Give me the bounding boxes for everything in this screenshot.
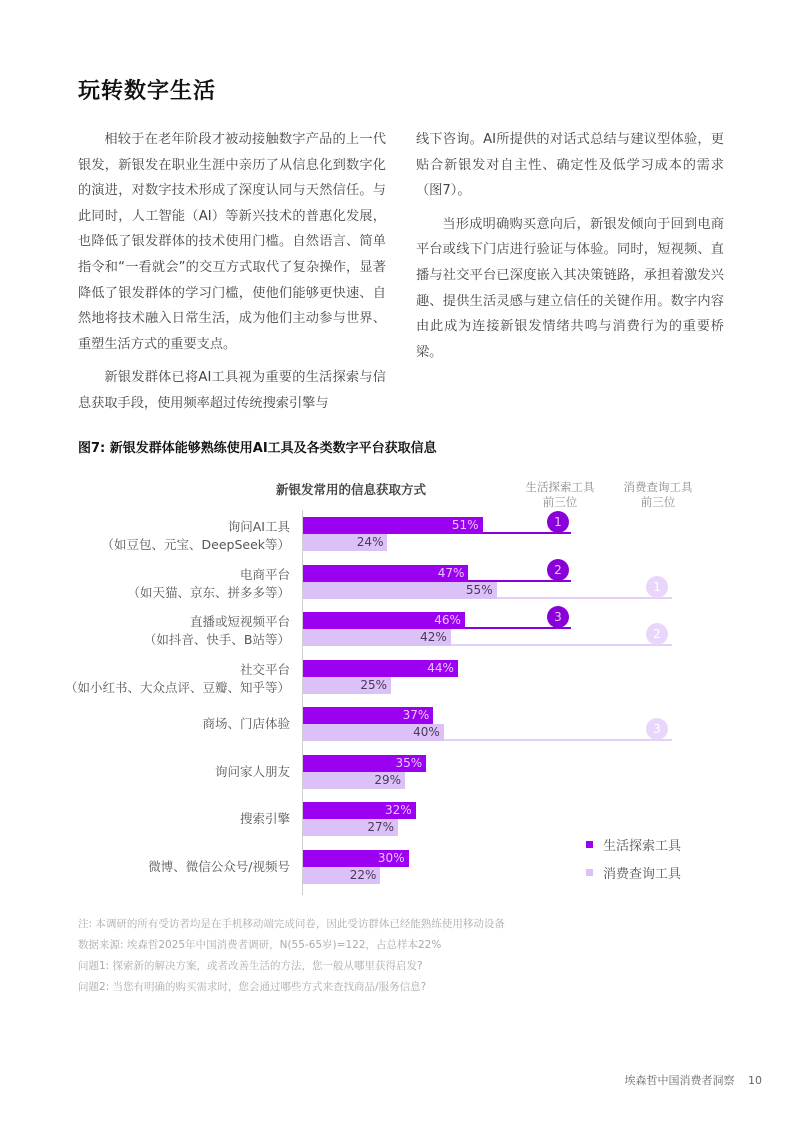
bar-life-exploration (303, 850, 409, 867)
bar-value-label: 46% (434, 613, 461, 627)
bar-value-label: 32% (384, 803, 412, 817)
paragraph: 线下咨询。AI所提供的对话式总结与建议型体验，更贴合新银发对自主性、确定性及低学习成本的需求（图7）。 (416, 132, 724, 199)
source-line: 数据来源: 埃森哲2025年中国消费者调研，N(55-65岁)=122，占总样本22% (78, 939, 442, 951)
legend-swatch-icon (586, 869, 593, 876)
bar-life-exploration (303, 660, 458, 677)
rank-badge-consumer: 1 (646, 576, 668, 598)
paragraph: 相较于在老年阶段才被动接触数字产品的上一代银发，新银发在职业生涯中亲历了从信息化到数字化的演进，对数字技术形成了深度认同与天然信任。与此同时，人工智能（AI）等新兴技术的普惠化发展，也降低了银发群体的技术使用门槛。自然语言、简单指令和“一看就会”的交互方式取代了复杂操作，显著降低了银发群体的学习门槛，使他们能够更快速、自然地将技术融入日常生活，成为他们主动参与世界、重塑生活方式的重要支点。 (78, 132, 386, 352)
bar-life-exploration (303, 755, 426, 772)
bar-consumer-query (303, 677, 391, 694)
bar-value-label: 35% (395, 755, 423, 770)
bar-value-label: 42% (420, 630, 447, 644)
bar-value-label: 25% (360, 677, 387, 692)
category-label (215, 763, 290, 781)
rank-badge-life: 1 (547, 511, 569, 533)
page-number: 10 (748, 1074, 762, 1087)
rank-badge-consumer: 3 (646, 718, 668, 740)
category-label-line: （如豆包、元宝、DeepSeek等） (101, 537, 290, 552)
bar-value-label: 44% (427, 660, 454, 675)
publication-name: 埃森哲中国消费者洞察 (624, 1074, 735, 1087)
category-label-line: 询问AI工具 (227, 519, 290, 534)
question-line: 问题2: 当您有明确的购买需求时，您会通过哪些方式来查找商品/服务信息? (78, 981, 427, 993)
bar-value-label: 29% (374, 772, 402, 787)
bar-consumer-query (303, 819, 398, 836)
legend-label: 消费查询工具 (603, 866, 682, 882)
bar-value-label: 30% (377, 850, 405, 865)
legend-item-consumer (586, 858, 681, 886)
bar-value-label: 37% (402, 708, 430, 722)
category-label (148, 858, 290, 876)
paragraph: 新银发群体已将AI工具视为重要的生活探索与信息获取手段，使用频率超过传统搜索引擎与 (78, 370, 386, 411)
bar-consumer-query (303, 724, 444, 741)
legend-swatch-icon (586, 841, 593, 848)
legend (586, 830, 681, 886)
rank-header-consumer (608, 480, 708, 510)
category-label (240, 810, 290, 828)
category-label-line: （如小红书、大众点评、豆瓣、知乎等） (64, 679, 290, 695)
figure-title: 图7: 新银发群体能够熟练使用AI工具及各类数字平台获取信息 (78, 441, 437, 456)
category-label-line: 搜索引擎 (239, 811, 290, 826)
rank-badge-life: 2 (547, 559, 569, 581)
question-line: 问题1: 探索新的解决方案，或者改善生活的方法，您一般从哪里获得启发? (78, 960, 423, 972)
body-left-column (78, 127, 386, 425)
paragraph: 当形成明确购买意向后，新银发倾向于回到电商平台或线下门店进行验证与体验。同时，短视频、直播与社交平台已深度嵌入其决策链路，承担着激发兴趣、提供生活灵感与建立信任的关键作用。数字内容由此成为连接新银发情绪共鸣与消费行为的重要桥梁。 (416, 216, 724, 360)
category-label-line: 询问家人朋友 (214, 763, 290, 779)
bar-value-label: 40% (413, 725, 440, 739)
figure-notes (78, 914, 505, 998)
note-line: 注: 本调研的所有受访者均是在手机移动端完成问卷，因此受访群体已经能熟练使用移动设备 (78, 918, 505, 930)
bar-life-exploration (303, 517, 483, 534)
bar-consumer-query (303, 534, 387, 551)
bar-consumer-query (303, 867, 380, 884)
rank-header-line: 消费查询工具 (623, 480, 693, 494)
rank-header-line: 生活探索工具 (525, 480, 595, 494)
category-label (144, 613, 290, 649)
rank-header-line: 前三位 (542, 495, 578, 509)
page-title: 玩转数字生活 (78, 79, 217, 104)
bar-consumer-query (303, 582, 497, 599)
category-label-line: 微博、微信公众号/视频号 (148, 858, 290, 874)
category-label-line: （如抖音、快手、B站等） (143, 632, 290, 647)
category-label-line: 电商平台 (239, 566, 290, 582)
rank-line-consumer (451, 644, 672, 646)
bar-value-label: 51% (451, 518, 479, 532)
legend-item-life (586, 830, 681, 858)
legend-label: 生活探索工具 (603, 838, 682, 854)
rank-header-life (510, 480, 610, 510)
bar-value-label: 27% (367, 820, 395, 834)
bar-life-exploration (303, 612, 465, 629)
body-right-column (416, 127, 724, 373)
bar-value-label: 24% (356, 535, 384, 549)
category-label (102, 518, 291, 554)
chart-title: 新银发常用的信息获取方式 (276, 482, 427, 497)
rank-line-consumer (497, 597, 672, 599)
bar-life-exploration (303, 802, 416, 819)
category-label (127, 566, 290, 602)
page-footer (615, 1072, 763, 1088)
bar-life-exploration (303, 565, 468, 582)
bar-consumer-query (303, 772, 405, 789)
category-label-line: （如天猫、京东、拼多多等） (127, 584, 290, 600)
bar-consumer-query (303, 629, 451, 646)
rank-header-line: 前三位 (640, 495, 676, 509)
category-label-line: 直播或短视频平台 (189, 614, 290, 629)
category-label (202, 715, 290, 733)
bar-value-label: 22% (349, 867, 377, 882)
bar-value-label: 55% (465, 582, 493, 597)
category-label-line: 商场、门店体验 (202, 716, 290, 731)
category-label-line: 社交平台 (239, 661, 290, 677)
rank-badge-consumer: 2 (646, 623, 668, 645)
rank-line-consumer (444, 739, 672, 741)
bar-life-exploration (303, 707, 433, 724)
bar-value-label: 47% (437, 565, 465, 580)
category-label (65, 661, 290, 697)
rank-badge-life: 3 (547, 606, 569, 628)
